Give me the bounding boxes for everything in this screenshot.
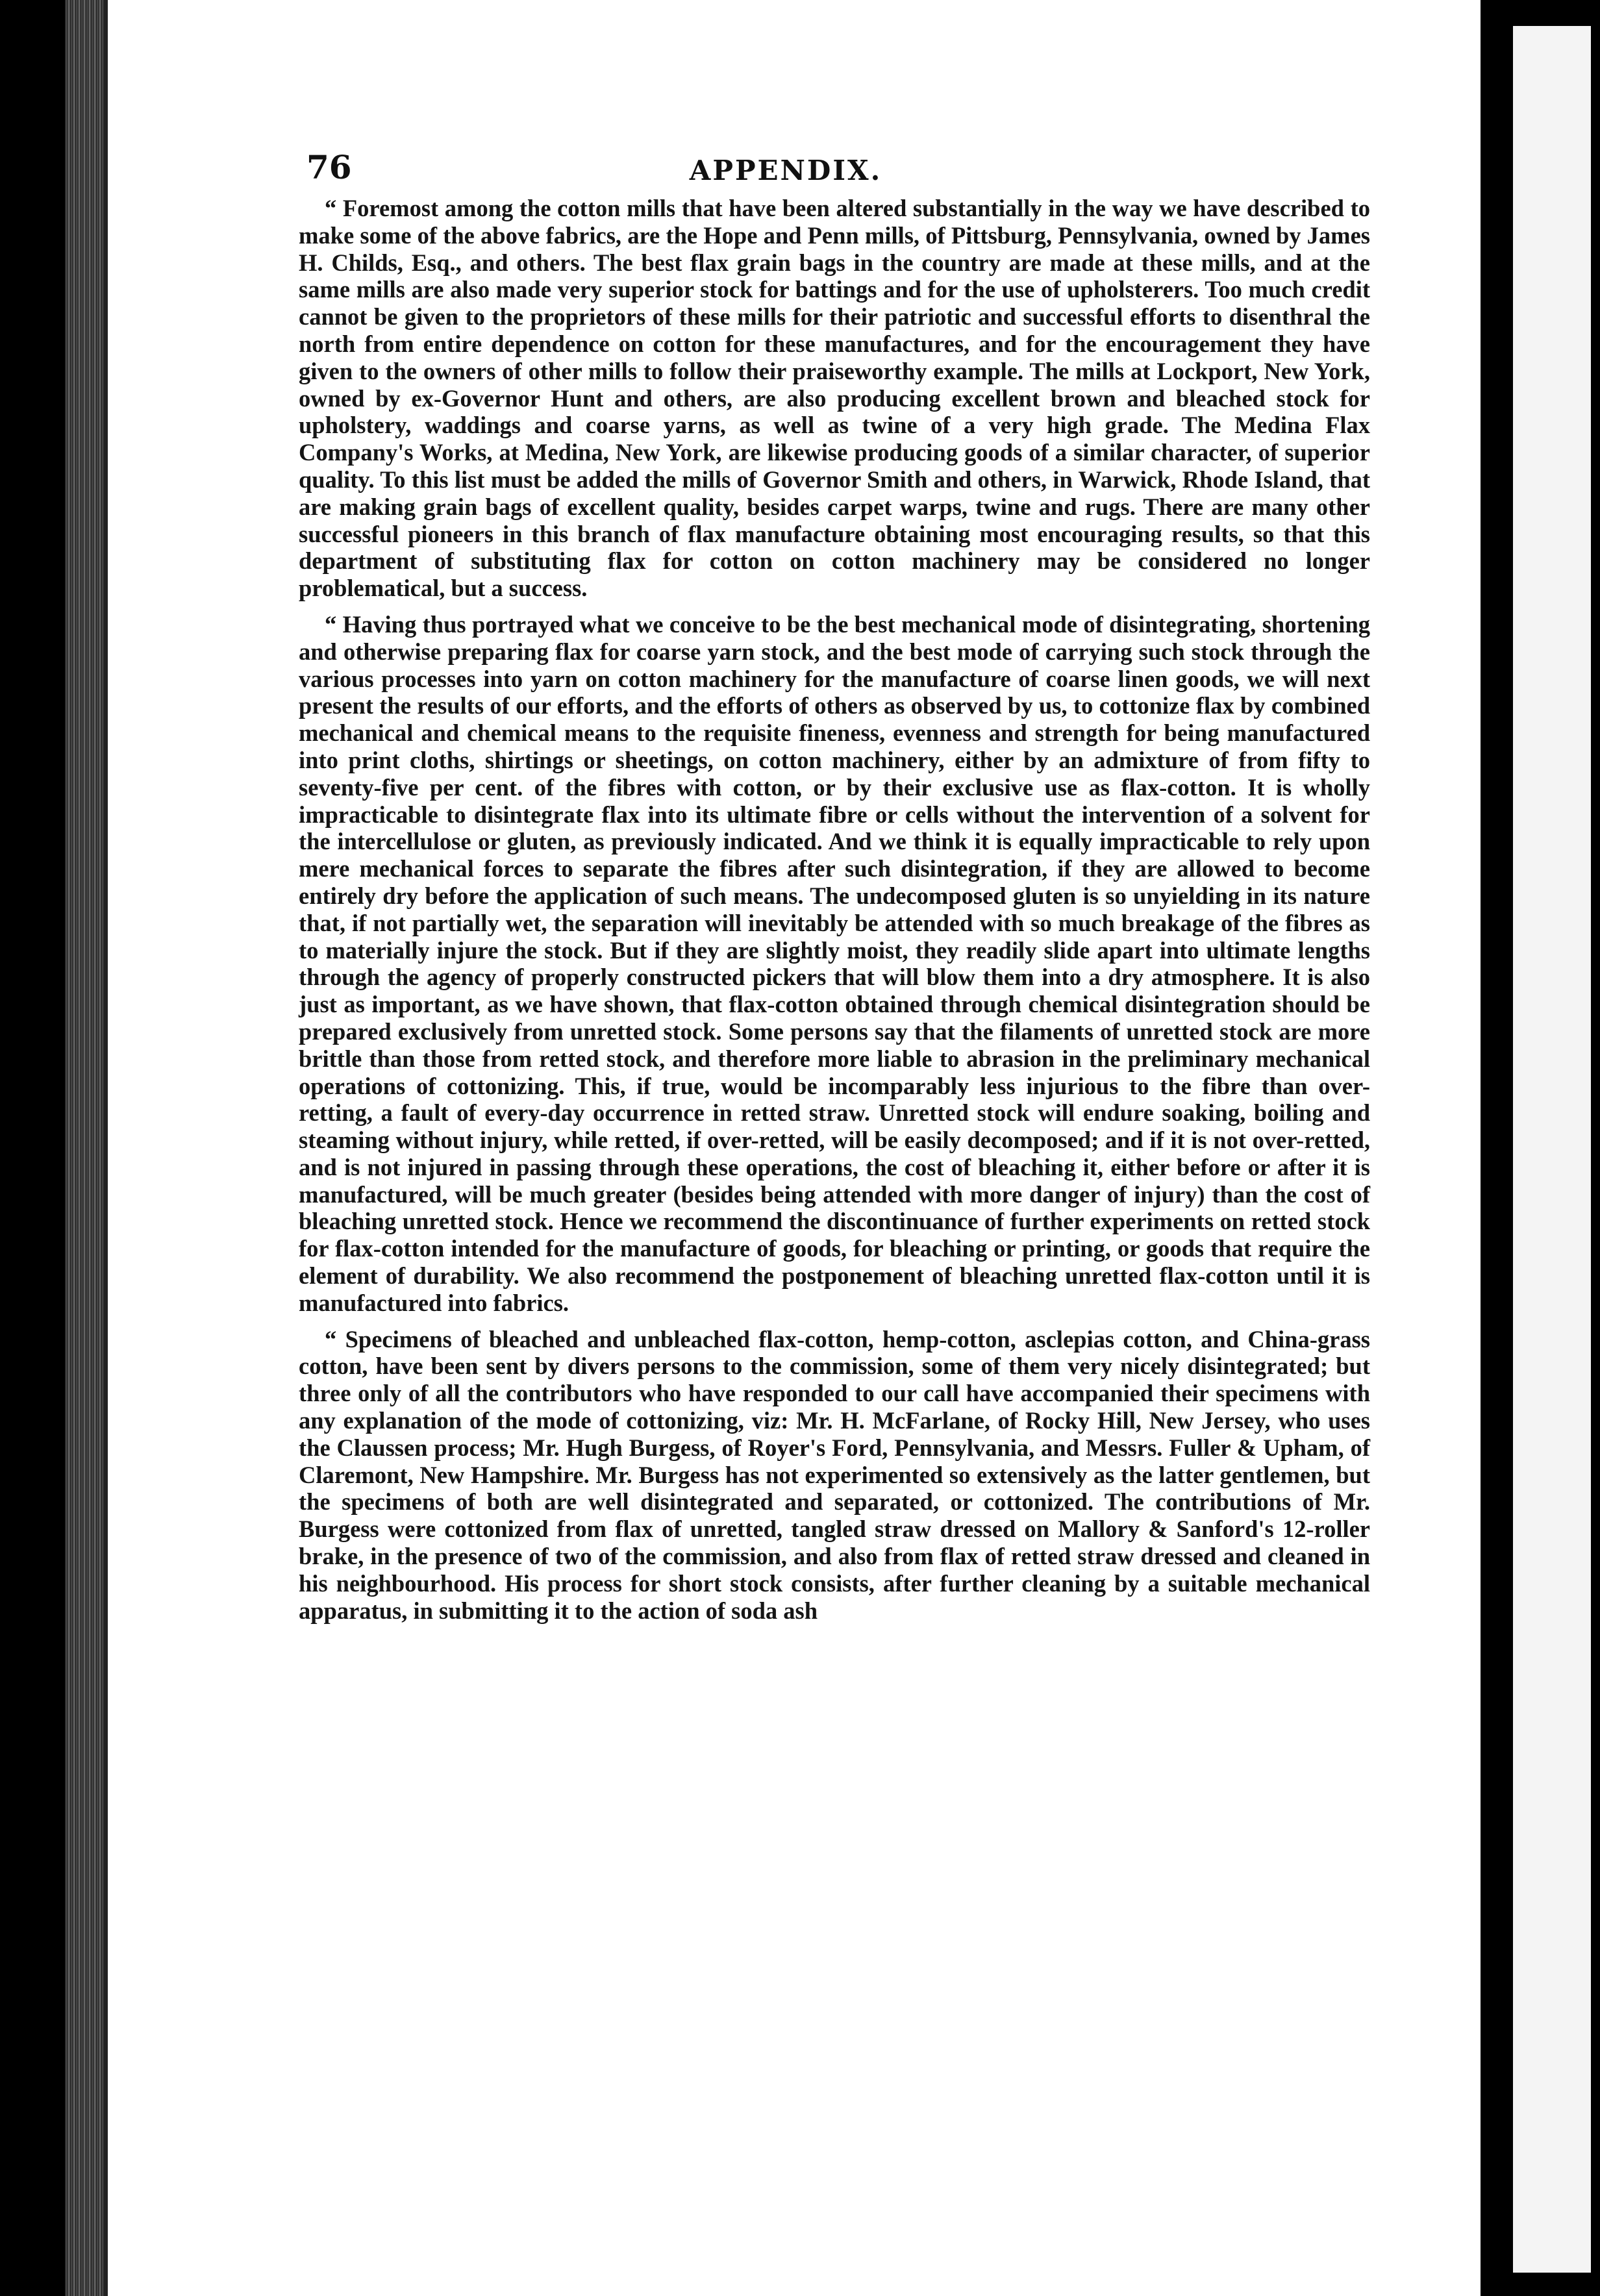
page-header [195,148,1377,187]
page-number: 76 [306,148,352,186]
running-head: APPENDIX. [689,155,882,186]
scan-border-left [0,0,65,2296]
paragraph: “ Foremost among the cotton mills that have been altered substantially in the way we have described to make some of the above fabrics, are the Hope and Penn mills, of Pittsburg, Pennsylvania, owned by James H. Childs, Esq., and others. The best flax grain bags in the country are made at these mills, and at the same mills are also made very superior stock for battings and for the use of upholsterers. Too much credit cannot be given to the proprietors of these mills for their patriotic and successful efforts to disenthral the north from entire dependence on cotton for these manufactures, and for the encouragement they have given to the owners of other mills to follow their praiseworthy example. The mills at Lockport, New York, owned by ex-Governor Hunt and others, are also producing excellent brown and bleached stock for upholstery, waddings and coarse yarns, as well as twine of a very high grade. The Medina Flax Company's Works, at Medina, New York, are likewise producing goods of a similar character, of superior quality. To this list must be added the mills of Governor Smith and others, in Warwick, Rhode Island, that are making grain bags of excellent quality, besides carpet warps, twine and rugs. There are many other successful pioneers in this branch of flax manufacture obtaining most encouraging results, so that this department of substituting flax for cotton on cotton machinery may be considered no longer problematical, but a success. [299,195,1370,602]
body-text [299,195,1370,1624]
book-page-edges [65,0,104,2296]
paragraph: “ Specimens of bleached and unbleached flax-cotton, hemp-cotton, asclepias cotton, and China-grass cotton, have been sent by divers persons to the commission, some of them very nicely disintegrated; but three only of all the contributors who have responded to our call have accompanied their specimens with any explanation of the mode of cottonizing, viz: Mr. H. McFarlane, of Rocky Hill, New Jersey, who uses the Claussen process; Mr. Hugh Burgess, of Royer's Ford, Pennsylvania, and Messrs. Fuller & Upham, of Claremont, New Hampshire. Mr. Burgess has not experimented so extensively as the latter gentlemen, but the specimens of both are well disintegrated and separated, or cottonized. The contributions of Mr. Burgess were cottonized from flax of unretted, tangled straw dressed on Mallory & Sanford's 12-roller brake, in the presence of two of the commission, and also from flax of retted straw dressed and cleaned in his neighbourhood. His process for short stock consists, after further cleaning by a suitable mechanical apparatus, in submitting it to the action of soda ash [299,1325,1370,1624]
facing-page-edge [1513,26,1591,2273]
paragraph: “ Having thus portrayed what we conceive to be the best mechanical mode of disintegrating, shortening and otherwise preparing flax for coarse yarn stock, and the best mode of carrying such stock through the various processes into yarn on cotton machinery for the manufacture of coarse linen goods, we will next present the results of our efforts, and the efforts of others as observed by us, to cottonize flax by combined mechanical and chemical means to the requisite fineness, evenness and strength for being manufactured into print cloths, shirtings or sheetings, on cotton machinery, either by an admixture of from fifty to seventy-five per cent. of the fibres with cotton, or by their exclusive use as flax-cotton. It is wholly impracticable to disintegrate flax into its ultimate fibre or cells without the intervention of a solvent for the intercellulose or gluten, as previously indicated. And we think it is equally impracticable to rely upon mere mechanical forces to separate the fibres after such disintegration, if they are allowed to become entirely dry before the application of such means. The undecomposed gluten is so unyielding in its nature that, if not partially wet, the separation will inevitably be attended with so much breakage of the fibres as to materially injure the stock. But if they are slightly moist, they readily slide apart into ultimate lengths through the agency of properly constructed pickers that will blow them into a dry atmosphere. It is also just as important, as we have shown, that flax-cotton obtained through chemical disintegration should be prepared exclusively from unretted stock. Some persons say that the filaments of unretted stock are more brittle than those from retted stock, and therefore more liable to abrasion in the preliminary mechanical operations of cottonizing. This, if true, would be incomparably less injurious to the fibre than over-retting, a fault of every-day occurrence in retted straw. Unretted stock will endure soaking, boiling and steaming without injury, while retted, if over-retted, will be easily decomposed; and if it is not over-retted, and is not injured in passing through these operations, the cost of bleaching it, either before or after it is manufactured, will be much greater (besides being attended with more danger of injury) than the cost of bleaching unretted stock. Hence we recommend the discontinuance of further experiments on retted stock for flax-cotton intended for the manufacture of goods, for bleaching or printing, or goods that require the element of durability. We also recommend the postponement of bleaching unretted flax-cotton until it is manufactured into fabrics. [299,610,1370,1316]
